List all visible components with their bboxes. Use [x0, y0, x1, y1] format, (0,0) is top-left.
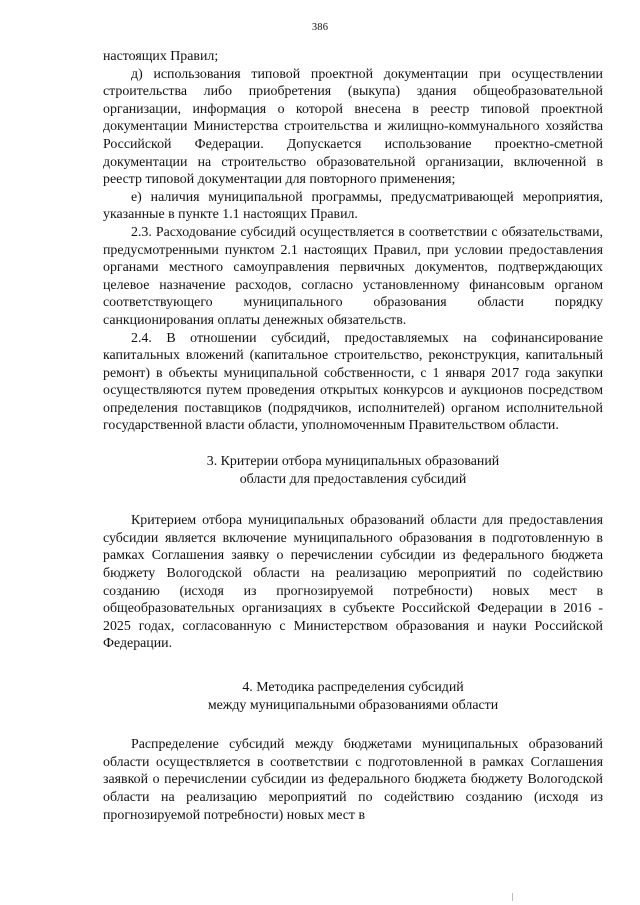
paragraph-item-e: е) наличия муниципальной программы, предусматривающей мероприятия, указанные в пункте 1.1 настоящих Правил. — [103, 189, 603, 223]
paragraph-item-d: д) использования типовой проектной документации при осуществлении строительства либо приобретения (выкупа) здания общеобразовательной организации, информация о которой внесена в реестр типовой проектной документации Министерства строительства и жилищно-коммунального хозяйства Российской Федерации. Допускается использование проектно-сметной документации на строительство образовательной организации, включенной в реестр типовой документации для повторного применения; — [103, 66, 603, 188]
document-body — [103, 48, 603, 824]
section-4-heading-line-2: между муниципальными образованиями области — [207, 697, 499, 713]
section-4-heading-line-1: 4. Методика распределения субсидий — [242, 680, 464, 695]
paragraph-2-3: 2.3. Расходование субсидий осуществляется в соответствии с обязательствами, предусмотренными пунктом 2.1 настоящих Правил, при условии предоставления органами местного самоуправления первичных документов, подтверждающих целевое назначение расходов, согласно установленному финансовым органом соответствующего муниципального образования области порядку санкционирования оплаты денежных обязательств. — [103, 224, 603, 328]
section-4-text: Распределение субсидий между бюджетами муниципальных образований области осуществляется в соответствии с подготовленной в рамках Соглашения заявкой о перечислении субсидии из федерального бюджета бюджету Вологодской области на реализацию мероприятий по содействию созданию (исходя из прогнозируемой потребности) новых мест в — [103, 737, 603, 823]
paragraph-continuation: настоящих Правил; — [103, 49, 219, 64]
section-3-heading-line-2: области для предоставления субсидий — [239, 471, 467, 487]
scan-margin-mark — [512, 893, 513, 901]
page-number: 386 — [311, 22, 329, 33]
section-4-heading — [103, 679, 603, 714]
section-3-heading — [103, 453, 603, 488]
section-3-text: Критерием отбора муниципальных образований области для предоставления субсидии является включение муниципального образования в подготовленную в рамках Соглашения заявку о перечислении субсидии из федерального бюджета бюджету Вологодской области на реализацию мероприятий по содействию созданию (исходя из прогнозируемой потребности) новых мест в общеобразовательных организациях в субъекте Российской Федерации в 2016 - 2025 годах, согласованную с Министерством образования и науки Российской Федерации. — [103, 513, 603, 652]
paragraph-2-4: 2.4. В отношении субсидий, предоставляемых на софинансирование капитальных вложений (капитальное строительство, реконструкция, капитальный ремонт) в объекты муниципальной собственности, с 1 января 2017 года закупки осуществляются путем проведения открытых конкурсов и аукционов посредством определения поставщиков (подрядчиков, исполнителей) органом исполнительной государственной власти области, уполномоченным Правительством области. — [103, 330, 603, 434]
section-3-heading-line-1: 3. Критерии отбора муниципальных образований — [206, 454, 500, 470]
